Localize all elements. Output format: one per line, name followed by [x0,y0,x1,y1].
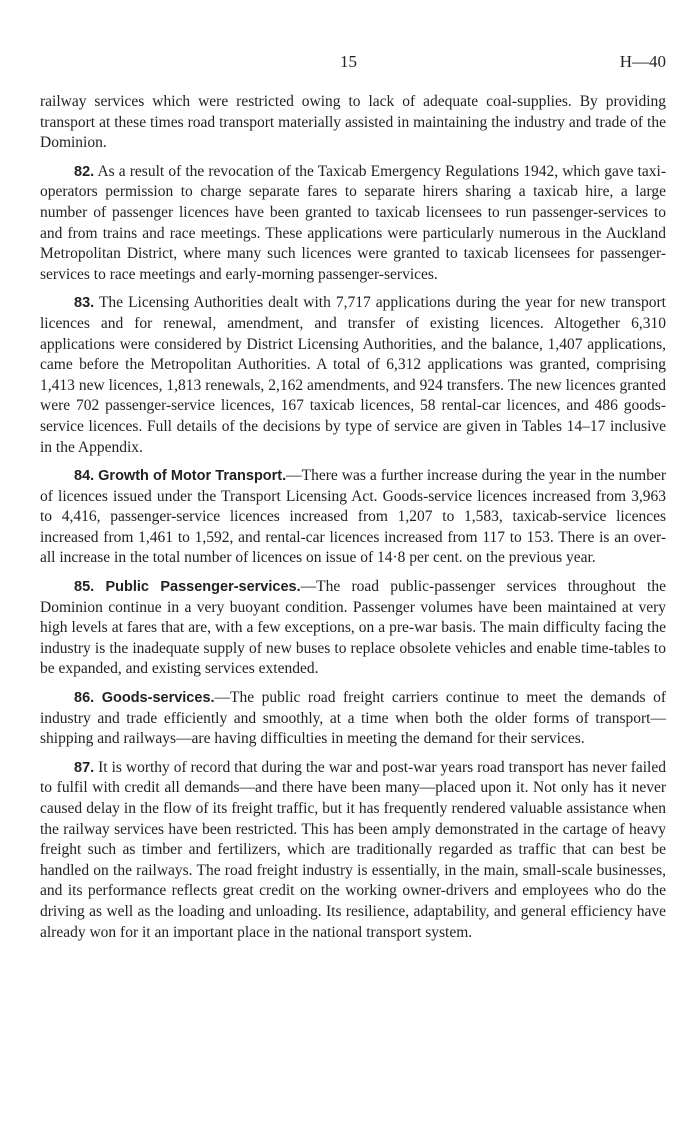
paragraph-87 [40,758,666,943]
page-number: 15 [340,52,357,71]
continuation-paragraph: railway services which were restricted owing to lack of adequate coal-supplies. By providing transport at these times road transport materially assisted in maintaining the industry and trade of the Dominion. [40,93,666,152]
paragraph-text: —The road public-passenger services throughout the Dominion continue in a very buoyant condition. Passenger volumes have been maintained at very high levels at fares that are, with a few exceptions, on a pre-war basis. The main difficulty facing the industry is the inadequate supply of new buses to replace obsolete vehicles and enable time-tables to be expanded, and existing services extended. [40,578,666,678]
paragraph-82 [40,162,666,286]
paragraph-number: 85. [74,579,95,596]
paragraph-83 [40,293,666,458]
paragraph-number: 84. [74,468,95,485]
paragraph-heading: Public Passenger-services. [105,579,301,596]
paragraph-85 [40,577,666,680]
paragraph-text: It is worthy of record that during the war and post-war years road transport has never failed to fulfil with credit all demands—and there have been many—placed upon it. Not only has it never caused delay in the flow of its freight traffic, but it has frequently rendered valuable assistance when the railway services have been restricted. This has been amply demonstrated in the cartage of heavy freight such as timber and fertilizers, which are traditionally regarded as traffic that can best be handled on the railways. The road freight industry is essentially, in the main, small-scale businesses, and its performance reflects great credit on the working owner-drivers and employees who do the driving as well as the loading and unloading. Its resilience, adaptability, and general efficiency have already won for it an important place in the national transport system. [40,758,666,941]
paragraph-number: 82. [74,163,95,180]
paragraph-number: 86. [74,690,95,707]
paragraph-84 [40,466,666,569]
paragraph-number: 87. [74,759,95,776]
paragraph-text: —There was a further increase during the year in the number of licences issued under the Transport Licensing Act. Goods-service licences increased from 3,963 to 4,416, passenger-service licences increased from 1,207 to 1,583, taxicab-service licences increased from 1,461 to 1,592, and rental-car licences increased from 117 to 153. There is an over-all increase in the total number of licences on issue of 14·8 per cent. on the previous year. [40,467,666,567]
paragraph-heading: Growth of Motor Transport. [98,468,287,485]
page-header [0,52,700,76]
body-text [40,92,666,951]
paragraph-text: —The public road freight carriers continue to meet the demands of industry and trade efficiently and smoothly, at a time when both the older forms of transport—shipping and railways—are having difficulties in meeting the demand for their services. [40,689,666,748]
paragraph-text: The Licensing Authorities dealt with 7,717 applications during the year for new transport licences and for renewal, amendment, and transfer of existing licences. Altogether 6,310 applications were considered by District Licensing Authorities, and the balance, 1,407 applications, came before the Metropolitan Authorities. A total of 6,312 applications was granted, comprising 1,413 new licences, 1,813 renewals, 2,162 amendments, and 924 transfers. The new licences granted were 702 passenger-service licences, 167 taxicab licences, 58 rental-car licences, and 486 goods-service licences. Full details of the decisions by type of service are given in Tables 14–17 inclusive in the Appendix. [40,294,666,456]
document-reference: H—40 [619,52,666,71]
paragraph-number: 83. [74,295,95,312]
paragraph-text: As a result of the revocation of the Taxicab Emergency Regulations 1942, which gave taxi-operators permission to charge separate fares to separate hirers sharing a taxicab hire, a large number of passenger licences have been granted to taxicab licensees to run passenger-services to and from trains and race meetings. These applications were particularly numerous in the Auckland Metropolitan District, where many such licences were granted to taxicab licensees for passenger-services to race meetings and early-morning passenger-services. [40,162,666,283]
paragraph-86 [40,688,666,750]
paragraph-heading: Goods-services. [101,690,215,707]
